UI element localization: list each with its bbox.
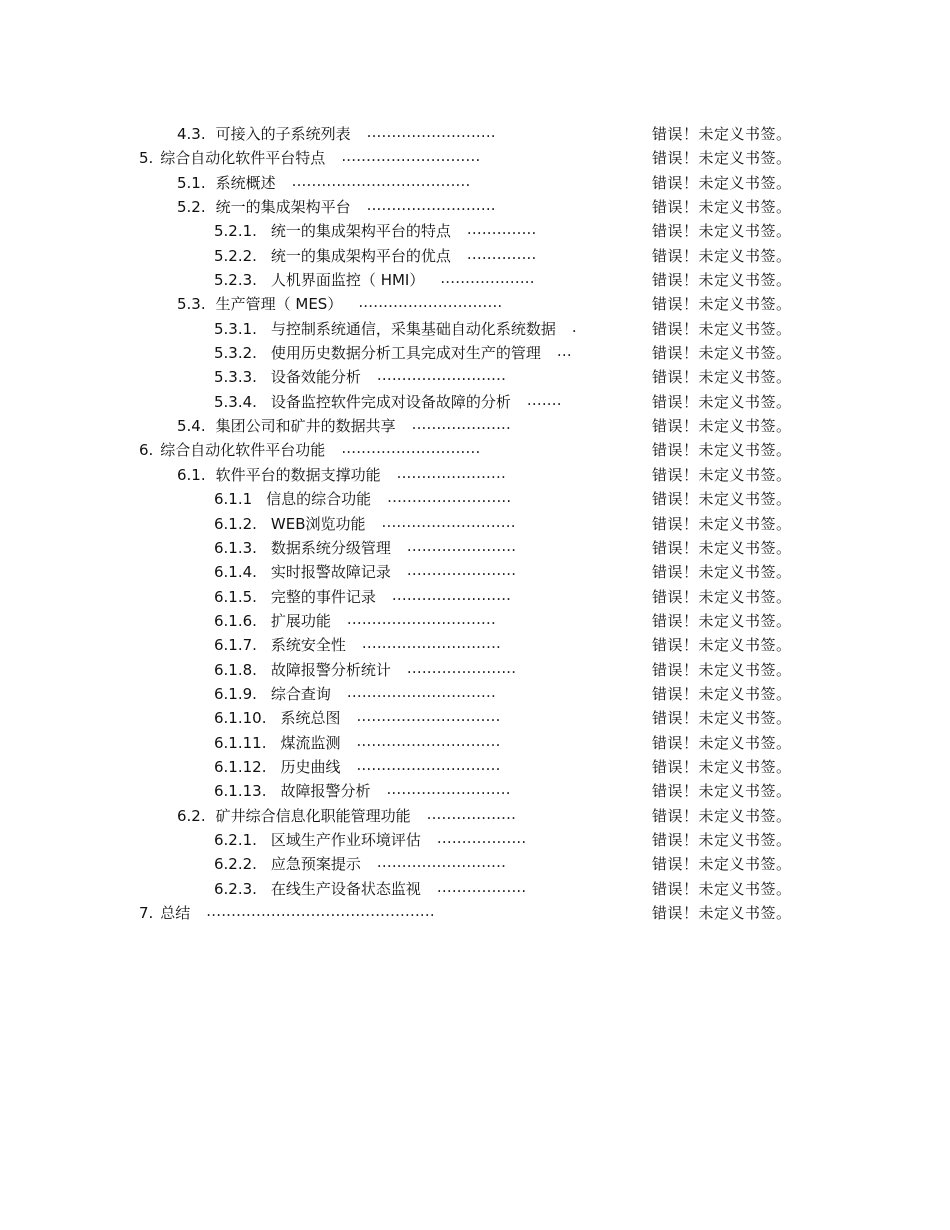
toc-entry-title: WEB浏览功能 bbox=[270, 514, 366, 533]
toc-entry-title: 系统概述 bbox=[215, 173, 276, 192]
toc-entry-page-ref: 错误！未定义书签。 bbox=[652, 587, 792, 606]
toc-entry-leader-dots: .............................................. bbox=[206, 902, 435, 920]
toc-entry-leader-dots: .............. bbox=[466, 220, 537, 239]
toc-entry-title: 可接入的子系统列表 bbox=[215, 125, 351, 143]
toc-entry-title: 设备效能分析 bbox=[270, 368, 361, 387]
toc-entry-title: 信息的综合功能 bbox=[266, 490, 372, 509]
toc-entry-title: 设备监控软件完成对设备故障的分析 bbox=[270, 392, 511, 411]
toc-entry-number: 5.3. bbox=[177, 295, 206, 314]
toc-entry-title: 矿井综合信息化职能管理功能 bbox=[215, 806, 411, 825]
toc-entry-leader-dots: .................. bbox=[436, 877, 527, 896]
toc-entry-number: 5.4. bbox=[177, 417, 206, 436]
toc-entry-number: 6.1.5. bbox=[214, 587, 257, 606]
toc-entry-page-ref: 错误！未定义书签。 bbox=[652, 222, 792, 241]
toc-entry[interactable] bbox=[0, 828, 950, 852]
toc-entry-leader-dots: ...................... bbox=[406, 658, 517, 677]
toc-entry-leader-dots: ........................... bbox=[381, 512, 516, 531]
toc-entry-number: 6.1.3. bbox=[214, 538, 257, 557]
toc-entry[interactable] bbox=[0, 268, 950, 292]
toc-entry-leader-dots: .......................... bbox=[376, 366, 507, 385]
toc-entry[interactable] bbox=[0, 438, 950, 462]
toc-entry-leader-dots: .............................. bbox=[346, 609, 496, 628]
toc-entry[interactable] bbox=[0, 852, 950, 876]
toc-entry-title: 实时报警故障记录 bbox=[270, 563, 391, 582]
toc-entry-title: 统一的集成架构平台的特点 bbox=[270, 222, 451, 241]
toc-entry[interactable] bbox=[0, 609, 950, 633]
toc-entry-page-ref: 错误！未定义书签。 bbox=[652, 636, 792, 655]
toc-entry-title: 应急预案提示 bbox=[270, 855, 361, 874]
toc-entry-leader-dots: .......................... bbox=[376, 853, 507, 872]
toc-entry-title: 故障报警分析统计 bbox=[270, 660, 391, 679]
toc-entry-number: 5.3.3. bbox=[214, 368, 257, 387]
toc-entry-number: 5. bbox=[139, 149, 154, 168]
toc-entry-page-ref: 错误！未定义书签。 bbox=[652, 709, 792, 728]
toc-entry-number: 5.3.2. bbox=[214, 344, 257, 363]
toc-entry-number: 5.2.3. bbox=[214, 271, 257, 290]
toc-entry-leader-dots: ...................... bbox=[406, 561, 517, 580]
toc-entry-page-ref: 错误！未定义书签。 bbox=[652, 855, 792, 874]
toc-entry-number: 6.1.2. bbox=[214, 514, 257, 533]
toc-entry[interactable] bbox=[0, 244, 950, 268]
toc-entry-page-ref: 错误！未定义书签。 bbox=[652, 490, 792, 509]
toc-entry-leader-dots: ............................ bbox=[341, 439, 481, 458]
toc-entry-leader-dots: .......................... bbox=[366, 196, 496, 215]
toc-entry[interactable] bbox=[0, 804, 950, 828]
toc-entry[interactable] bbox=[0, 219, 950, 243]
toc-entry[interactable] bbox=[0, 536, 950, 560]
toc-entry-number: 6.1.8. bbox=[214, 660, 257, 679]
toc-entry-title: 在线生产设备状态监视 bbox=[270, 879, 421, 898]
toc-entry-page-ref: 错误！未定义书签。 bbox=[652, 538, 792, 557]
toc-entry-number: 6.1.1 bbox=[214, 490, 253, 509]
toc-entry-title: 煤流监测 bbox=[280, 733, 341, 752]
toc-entry[interactable] bbox=[0, 658, 950, 682]
toc-entry[interactable] bbox=[0, 171, 950, 195]
toc-entry[interactable] bbox=[0, 901, 950, 925]
toc-entry-number: 5.3.1. bbox=[214, 319, 257, 338]
toc-entry-number: 6.2.3. bbox=[214, 879, 257, 898]
toc-entry-number: 6.1.9. bbox=[214, 684, 257, 703]
toc-entry[interactable] bbox=[0, 682, 950, 706]
toc-entry-leader-dots: .................................... bbox=[291, 171, 471, 190]
toc-entry-number: 6.1. bbox=[177, 465, 206, 484]
toc-entry[interactable] bbox=[0, 341, 950, 365]
toc-entry-leader-dots: ............................. bbox=[356, 731, 501, 750]
toc-entry-number: 6.1.6. bbox=[214, 611, 257, 630]
toc-entry-page-ref: 错误！未定义书签。 bbox=[652, 806, 792, 825]
toc-entry-page-ref: 错误！未定义书签。 bbox=[652, 611, 792, 630]
toc-entry-leader-dots: .......................... bbox=[366, 123, 496, 141]
toc-entry[interactable] bbox=[0, 414, 950, 438]
toc-entry-page-ref: 错误！未定义书签。 bbox=[652, 149, 792, 168]
toc-entry-title: 统一的集成架构平台的优点 bbox=[270, 246, 451, 265]
toc-entry-page-ref: 错误！未定义书签。 bbox=[652, 392, 792, 411]
toc-entry[interactable] bbox=[0, 706, 950, 730]
toc-entry[interactable] bbox=[0, 365, 950, 389]
toc-entry-leader-dots: ... bbox=[556, 342, 572, 361]
toc-entry-title: 故障报警分析 bbox=[280, 782, 371, 801]
toc-entry-title: 总结 bbox=[160, 904, 191, 922]
toc-entry-page-ref: 错误！未定义书签。 bbox=[652, 879, 792, 898]
toc-entry-title: 生产管理（ MES） bbox=[215, 295, 343, 314]
toc-entry-leader-dots: ................... bbox=[440, 269, 535, 288]
toc-entry[interactable] bbox=[0, 779, 950, 803]
toc-entry-title: 区域生产作业环境评估 bbox=[270, 830, 421, 849]
toc-entry-title: 人机界面监控（ HMI） bbox=[270, 271, 425, 290]
toc-entry-page-ref: 错误！未定义书签。 bbox=[652, 684, 792, 703]
toc-entry-number: 6.2. bbox=[177, 806, 206, 825]
toc-entry-number: 6.1.7. bbox=[214, 636, 257, 655]
toc-entry-number: 6.1.12. bbox=[214, 757, 267, 776]
toc-entry-leader-dots: .................... bbox=[411, 415, 511, 434]
toc-entry-leader-dots: ............................. bbox=[356, 707, 501, 726]
toc-entry-title: 完整的事件记录 bbox=[270, 587, 376, 606]
toc-entry-title: 使用历史数据分析工具完成对生产的管理 bbox=[270, 344, 541, 363]
toc-entry-page-ref: 错误！未定义书签。 bbox=[652, 830, 792, 849]
toc-entry-page-ref: 错误！未定义书签。 bbox=[652, 757, 792, 776]
toc-entry-title: 软件平台的数据支撑功能 bbox=[215, 465, 381, 484]
toc-entry-page-ref: 错误！未定义书签。 bbox=[652, 319, 792, 338]
toc-entry-title: 历史曲线 bbox=[280, 757, 341, 776]
toc-entry-number: 5.1. bbox=[177, 173, 206, 192]
toc-entry[interactable] bbox=[0, 487, 950, 511]
toc-entry-leader-dots: .................. bbox=[436, 828, 527, 847]
toc-entry-leader-dots: .................. bbox=[426, 804, 517, 823]
toc-entry[interactable] bbox=[0, 195, 950, 219]
toc-entry-number: 5.2. bbox=[177, 198, 206, 217]
toc-entry-title: 综合自动化软件平台功能 bbox=[160, 441, 326, 460]
toc-entry-title: 扩展功能 bbox=[270, 611, 331, 630]
toc-entry-leader-dots: ...................... bbox=[396, 463, 506, 482]
toc-entry[interactable] bbox=[0, 877, 950, 901]
toc-entry-page-ref: 错误！未定义书签。 bbox=[652, 295, 792, 314]
toc-entry-leader-dots: .............. bbox=[466, 244, 537, 263]
toc-entry[interactable] bbox=[0, 633, 950, 657]
toc-entry-leader-dots: ....... bbox=[526, 390, 562, 409]
toc-entry-title: 综合查询 bbox=[270, 684, 331, 703]
toc-entry[interactable] bbox=[0, 463, 950, 487]
toc-entry[interactable] bbox=[0, 292, 950, 316]
toc-entry-number: 6.1.11. bbox=[214, 733, 267, 752]
toc-entry[interactable] bbox=[0, 317, 950, 341]
toc-entry-page-ref: 错误！未定义书签。 bbox=[652, 368, 792, 387]
toc-entry-leader-dots: ............................ bbox=[341, 147, 481, 166]
toc-entry-number: 4.3. bbox=[177, 125, 206, 143]
toc-entry-title: 综合自动化软件平台特点 bbox=[160, 149, 326, 168]
toc-entry-page-ref: 错误！未定义书签。 bbox=[652, 660, 792, 679]
toc-entry-title: 数据系统分级管理 bbox=[270, 538, 391, 557]
toc-entry[interactable] bbox=[0, 585, 950, 609]
toc-entry-title: 统一的集成架构平台 bbox=[215, 198, 351, 217]
toc-entry-number: 5.2.1. bbox=[214, 222, 257, 241]
toc-entry[interactable] bbox=[0, 390, 950, 414]
table-of-contents bbox=[0, 122, 950, 925]
toc-entry-number: 7. bbox=[139, 904, 154, 922]
toc-entry-number: 6.2.2. bbox=[214, 855, 257, 874]
toc-entry-title: 系统安全性 bbox=[270, 636, 346, 655]
toc-entry-number: 6. bbox=[139, 441, 154, 460]
toc-entry[interactable] bbox=[0, 731, 950, 755]
toc-entry-title: 集团公司和矿井的数据共享 bbox=[215, 417, 396, 436]
toc-entry-page-ref: 错误！未定义书签。 bbox=[652, 198, 792, 217]
toc-entry-number: 6.1.10. bbox=[214, 709, 267, 728]
toc-entry-number: 6.1.13. bbox=[214, 782, 267, 801]
toc-entry[interactable] bbox=[0, 560, 950, 584]
toc-entry[interactable] bbox=[0, 146, 950, 170]
toc-entry-leader-dots: ...................... bbox=[406, 536, 517, 555]
toc-entry-title: 系统总图 bbox=[280, 709, 341, 728]
toc-entry-page-ref: 错误！未定义书签。 bbox=[652, 344, 792, 363]
toc-entry-page-ref: 错误！未定义书签。 bbox=[652, 417, 792, 436]
toc-entry-number: 6.1.4. bbox=[214, 563, 257, 582]
toc-entry-page-ref: 错误！未定义书签。 bbox=[652, 514, 792, 533]
toc-entry-page-ref: 错误！未定义书签。 bbox=[652, 441, 792, 460]
toc-entry-leader-dots: ............................ bbox=[361, 634, 502, 653]
toc-entry-number: 5.3.4. bbox=[214, 392, 257, 411]
toc-entry-number: 5.2.2. bbox=[214, 246, 257, 265]
toc-entry[interactable] bbox=[0, 512, 950, 536]
toc-entry-leader-dots: .............................. bbox=[346, 682, 496, 701]
toc-entry-leader-dots: ......................... bbox=[386, 780, 511, 799]
toc-entry-leader-dots: ........................ bbox=[391, 585, 512, 604]
toc-entry-page-ref: 错误！未定义书签。 bbox=[652, 465, 792, 484]
toc-entry-page-ref: 错误！未定义书签。 bbox=[652, 904, 792, 922]
toc-entry-page-ref: 错误！未定义书签。 bbox=[652, 173, 792, 192]
toc-entry-title: 与控制系统通信，采集基础自动化系统数据 bbox=[270, 319, 556, 338]
toc-entry-page-ref: 错误！未定义书签。 bbox=[652, 733, 792, 752]
toc-entry-leader-dots: ......................... bbox=[387, 488, 512, 507]
toc-entry-leader-dots: ............................. bbox=[358, 293, 503, 312]
toc-entry-page-ref: 错误！未定义书签。 bbox=[652, 125, 792, 143]
toc-entry[interactable] bbox=[0, 755, 950, 779]
toc-entry-page-ref: 错误！未定义书签。 bbox=[652, 782, 792, 801]
toc-entry-page-ref: 错误！未定义书签。 bbox=[652, 271, 792, 290]
toc-entry-leader-dots: . bbox=[571, 317, 577, 336]
toc-entry[interactable] bbox=[0, 122, 950, 146]
toc-entry-page-ref: 错误！未定义书签。 bbox=[652, 563, 792, 582]
toc-entry-leader-dots: ............................. bbox=[356, 755, 501, 774]
toc-entry-number: 6.2.1. bbox=[214, 830, 257, 849]
toc-entry-page-ref: 错误！未定义书签。 bbox=[652, 246, 792, 265]
